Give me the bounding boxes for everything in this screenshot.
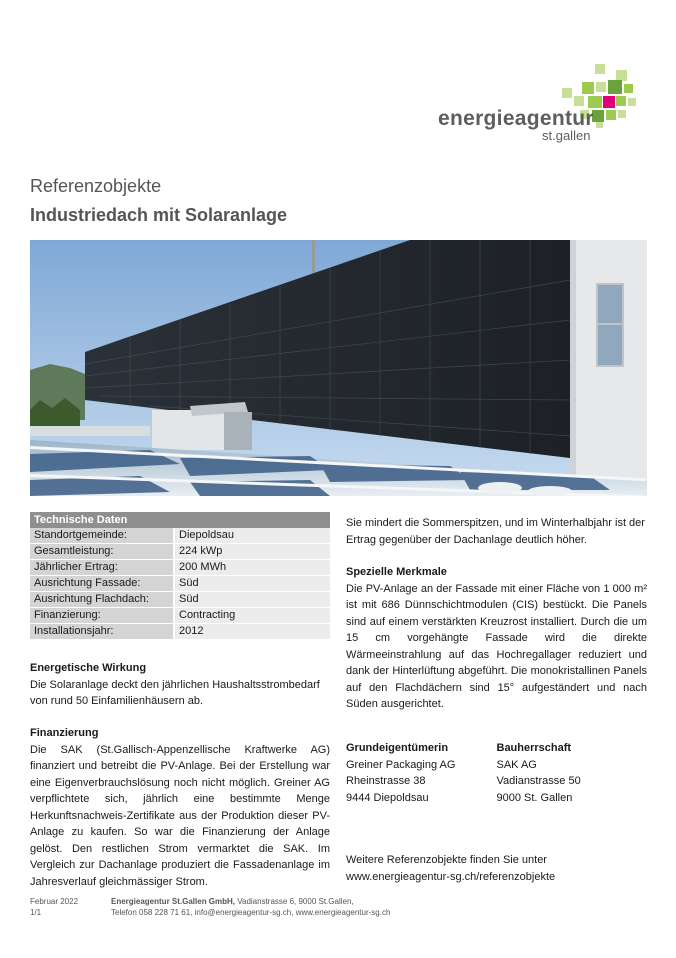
footer-contact-line: Telefon 058 228 71 61, info@energieagentur-sg.ch, www.energieagentur-sg.ch [111, 908, 391, 917]
table-key: Gesamtleistung: [30, 544, 173, 559]
logo-name: energieagentur [438, 107, 594, 130]
table-value: Süd [175, 576, 330, 591]
builder-column [497, 740, 648, 806]
table-value: Diepoldsau [175, 528, 330, 543]
table-value: Contracting [175, 608, 330, 623]
table-key: Installationsjahr: [30, 624, 173, 639]
financing-heading: Finanzierung [30, 727, 99, 739]
footer-contact [111, 896, 451, 918]
footer-meta [30, 896, 110, 918]
more-references-link[interactable]: www.energieagentur-sg.ch/referenzobjekte [346, 870, 556, 883]
table-key: Jährlicher Ertrag: [30, 560, 173, 575]
footer-page: 1/1 [30, 908, 42, 917]
table-key: Ausrichtung Fassade: [30, 576, 173, 591]
energetic-section [30, 660, 330, 710]
builder-heading: Bauherrschaft [496, 742, 572, 754]
table-row [30, 624, 330, 640]
table-key: Ausrichtung Flachdach: [30, 592, 173, 607]
owner-column [346, 740, 497, 806]
footer-address: Vadianstrasse 6, 9000 St.Gallen, [235, 897, 354, 906]
builder-line: Vadianstrasse 50 [496, 775, 581, 787]
owner-line: Greiner Packaging AG [346, 758, 456, 771]
features-text: Die PV-Anlage an der Fassade mit einer Fläche von 1 000 m² ist mit 686 Dünnschichtmodulen (CIS) bestückt. Die Panels sind auf einem verstärkten Kreuzrost installiert. Durch die um 15 cm vorgehängte Fassade wird die direkte Wärmeeinstrahlung auf das Hochregallager reduziert und dank der Hinterlüftung abgeführt. Die monokristallinen Panels auf den Flachdächern sind 15° aufgeständert und nach Süden ausgerichtet. [346, 582, 647, 710]
energieagentur-logo [430, 58, 640, 148]
energetic-heading: Energetische Wirkung [30, 662, 147, 674]
owner-line: 9444 Diepoldsau [346, 791, 429, 804]
table-row [30, 560, 330, 576]
technical-data-table [30, 512, 330, 640]
energetic-text: Die Solaranlage deckt den jährlichen Haushaltsstrombedarf von rund 50 Einfamilienhäusern ab. [30, 678, 320, 707]
features-section [346, 564, 647, 713]
continuation-section [346, 515, 647, 548]
table-row [30, 608, 330, 624]
financing-text: Die SAK (St.Gallisch-Appenzellische Kraftwerke AG) finanziert und betreibt die PV-Anlage. Bei der Erstellung war eine Eigenverbrauchslösung noch nicht möglich. Greiner AG verpflichtete sich, jährlich eine bestimmte Menge Herkunftsnachweis-Zertifikate aus der Produktion dieser PV-Anlage zu kaufen. So war die Finanzierung der Anlage gelöst. Den restlichen Strom vermarktet die SAK. Im Vergleich zur Dachanlage produziert die Fassadenanlage im Jahresverlauf gleichmässiger Strom. [30, 743, 330, 888]
footer-org: Energieagentur St.Gallen GmbH, [111, 897, 236, 906]
solar-facade-photo [30, 240, 647, 496]
page-title: Industriedach mit Solaranlage [30, 205, 288, 225]
table-value: 224 kWp [175, 544, 330, 559]
category-label: Referenzobjekte [30, 176, 162, 196]
table-row [30, 592, 330, 608]
table-key: Standortgemeinde: [30, 528, 173, 543]
table-value: 200 MWh [175, 560, 330, 575]
technical-data-heading: Technische Daten [30, 512, 330, 528]
table-row [30, 544, 330, 560]
logo-subtitle: st.gallen [542, 128, 591, 143]
builder-line: 9000 St. Gallen [496, 791, 573, 804]
owner-heading: Grundeigentümerin [346, 742, 449, 754]
footer-date: Februar 2022 [30, 897, 79, 906]
table-value: Süd [175, 592, 330, 607]
more-references-text: Weitere Referenzobjekte finden Sie unter [346, 854, 547, 866]
table-row [30, 576, 330, 592]
owners-block [346, 740, 647, 806]
features-heading: Spezielle Merkmale [346, 566, 447, 578]
more-references [346, 852, 647, 885]
table-value: 2012 [175, 624, 330, 639]
builder-line: SAK AG [496, 758, 537, 771]
owner-line: Rheinstrasse 38 [346, 775, 426, 787]
financing-section [30, 725, 330, 890]
table-key: Finanzierung: [30, 608, 173, 623]
table-row [30, 528, 330, 544]
continuation-text: Sie mindert die Sommerspitzen, und im Winterhalbjahr ist der Ertrag gegenüber der Dachanlage deutlich höher. [346, 517, 645, 546]
